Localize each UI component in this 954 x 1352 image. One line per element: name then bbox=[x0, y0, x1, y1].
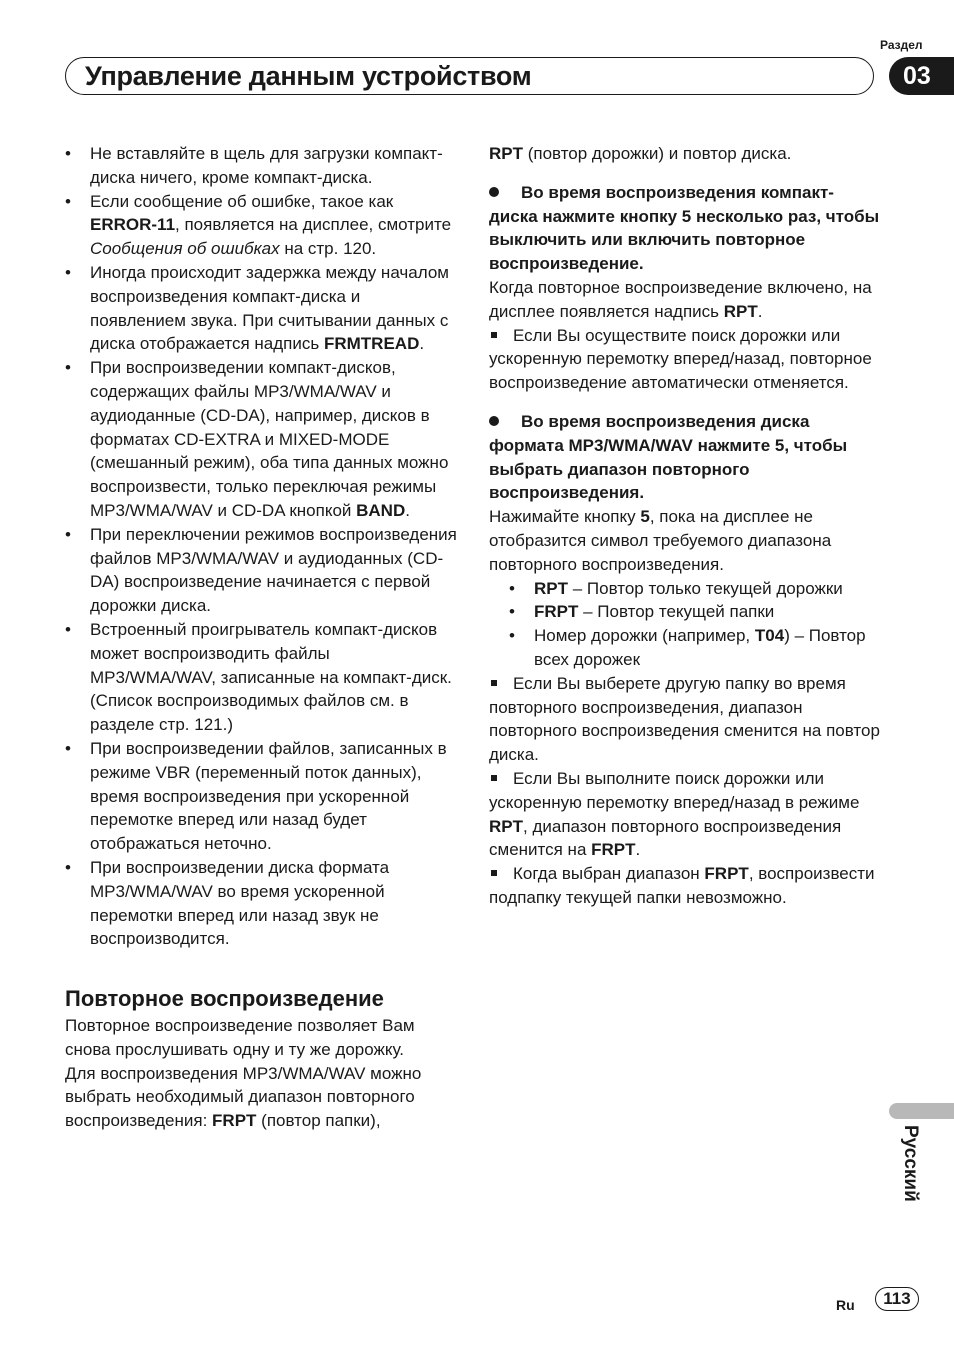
list-item: • FRPT – Повтор текущей папки bbox=[509, 600, 881, 624]
list-item: • Иногда происходит задержка между началом воспроизведения компакт-диска и появлением звука. При считывании данных с диска отображается надпись FRMTREAD. bbox=[65, 261, 457, 356]
notes-list bbox=[65, 142, 457, 951]
paragraph: Для воспроизведения MP3/WMA/WAV можно выбрать необходимый диапазон повторного воспроизведения: FRPT (повтор папки), bbox=[65, 1063, 422, 1131]
list-item: • Встроенный проигрыватель компакт-дисков может воспроизводить файлы MP3/WMA/WAV, записанные на компакт-диск. (Список воспроизводимых файлов см. в разделе стр. 121.) bbox=[65, 618, 457, 737]
section-heading: Повторное воспроизведение bbox=[65, 986, 384, 1012]
bullet-dot-icon bbox=[489, 187, 499, 197]
paragraph: Повторное воспроизведение позволяет Вам снова прослушивать одну и ту же дорожку. bbox=[65, 1016, 415, 1059]
page-number: 113 bbox=[875, 1287, 919, 1311]
page-title: Управление данным устройством bbox=[85, 61, 532, 91]
note: Если Вы выполните поиск дорожки или ускоренную перемотку вперед/назад в режиме RPT, диапазон повторного воспроизведения сменится на FRPT. bbox=[489, 768, 860, 860]
step-heading: Во время воспроизведения диска формата MP3/WMA/WAV нажмите 5, чтобы выбрать диапазон повторного воспроизведения. bbox=[489, 411, 848, 503]
list-item: • При воспроизведении компакт-дисков, содержащих файлы MP3/WMA/WAV и аудиоданные (CD-DA), например, дисков в форматах CD-EXTRA и MIXED-MODE (смешанный режим), оба типа данных можно воспроизвести, только переключая режимы MP3/WMA/WAV и CD-DA кнопкой BAND. bbox=[65, 356, 457, 523]
note: Когда выбран диапазон FRPT, воспроизвести подпапку текущей папки невозможно. bbox=[489, 864, 875, 907]
list-item: • При воспроизведении файлов, записанных в режиме VBR (переменный поток данных), время воспроизведения при ускоренной перемотке вперед или назад будет отображаться неточно. bbox=[65, 737, 457, 856]
paragraph: RPT (повтор дорожки) и повтор диска. bbox=[489, 144, 792, 163]
square-bullet-icon bbox=[491, 870, 497, 876]
section-number-badge: 03 bbox=[889, 57, 954, 95]
language-tab bbox=[887, 1125, 927, 1225]
language-code: Ru bbox=[836, 1297, 855, 1313]
cross-reference: Сообщения об ошибках bbox=[90, 239, 280, 259]
section-label: Раздел bbox=[880, 38, 923, 52]
left-column bbox=[65, 142, 457, 1133]
list-item: • RPT – Повтор только текущей дорожки bbox=[509, 577, 881, 601]
options-list bbox=[489, 577, 881, 672]
list-item: • При воспроизведении диска формата MP3/WMA/WAV во время ускоренной перемотки вперед или назад звук не воспроизводится. bbox=[65, 856, 457, 951]
square-bullet-icon bbox=[491, 775, 497, 781]
list-item: • Номер дорожки (например, T04) – Повтор всех дорожек bbox=[509, 624, 881, 672]
paragraph: Нажимайте кнопку 5, пока на дисплее не отобразится символ требуемого диапазона повторного воспроизведения. bbox=[489, 507, 832, 574]
right-column bbox=[489, 142, 881, 910]
note: Если Вы выберете другую папку во время повторного воспроизведения, диапазон повторного воспроизведения сменится на повтор диска. bbox=[489, 673, 880, 765]
list-item: • Не вставляйте в щель для загрузки компакт-диска ничего, кроме компакт-диска. bbox=[65, 142, 457, 190]
language-tab-marker bbox=[889, 1103, 954, 1119]
paragraph: Когда повторное воспроизведение включено, на дисплее появляется надпись RPT. bbox=[489, 277, 872, 321]
bullet-dot-icon bbox=[489, 416, 499, 426]
note: Если Вы осуществите поиск дорожки или ускоренную перемотку вперед/назад, повторное воспроизведение автоматически отменяется. bbox=[489, 325, 872, 393]
list-item: • При переключении режимов воспроизведения файлов MP3/WMA/WAV и аудиоданных (CD-DA) воспроизведение начинается с первой дорожки диска. bbox=[65, 523, 457, 618]
square-bullet-icon bbox=[491, 680, 497, 686]
step-heading: Во время воспроизведения компакт-диска нажмите кнопку 5 несколько раз, чтобы выключить или включить повторное воспроизведение. bbox=[489, 182, 880, 274]
square-bullet-icon bbox=[491, 332, 497, 338]
language-label: Русский bbox=[900, 1125, 921, 1202]
list-item: • Если сообщение об ошибке, такое как ERROR-11, появляется на дисплее, смотрите Сообщения об ошибках на стр. 120. bbox=[65, 190, 457, 261]
